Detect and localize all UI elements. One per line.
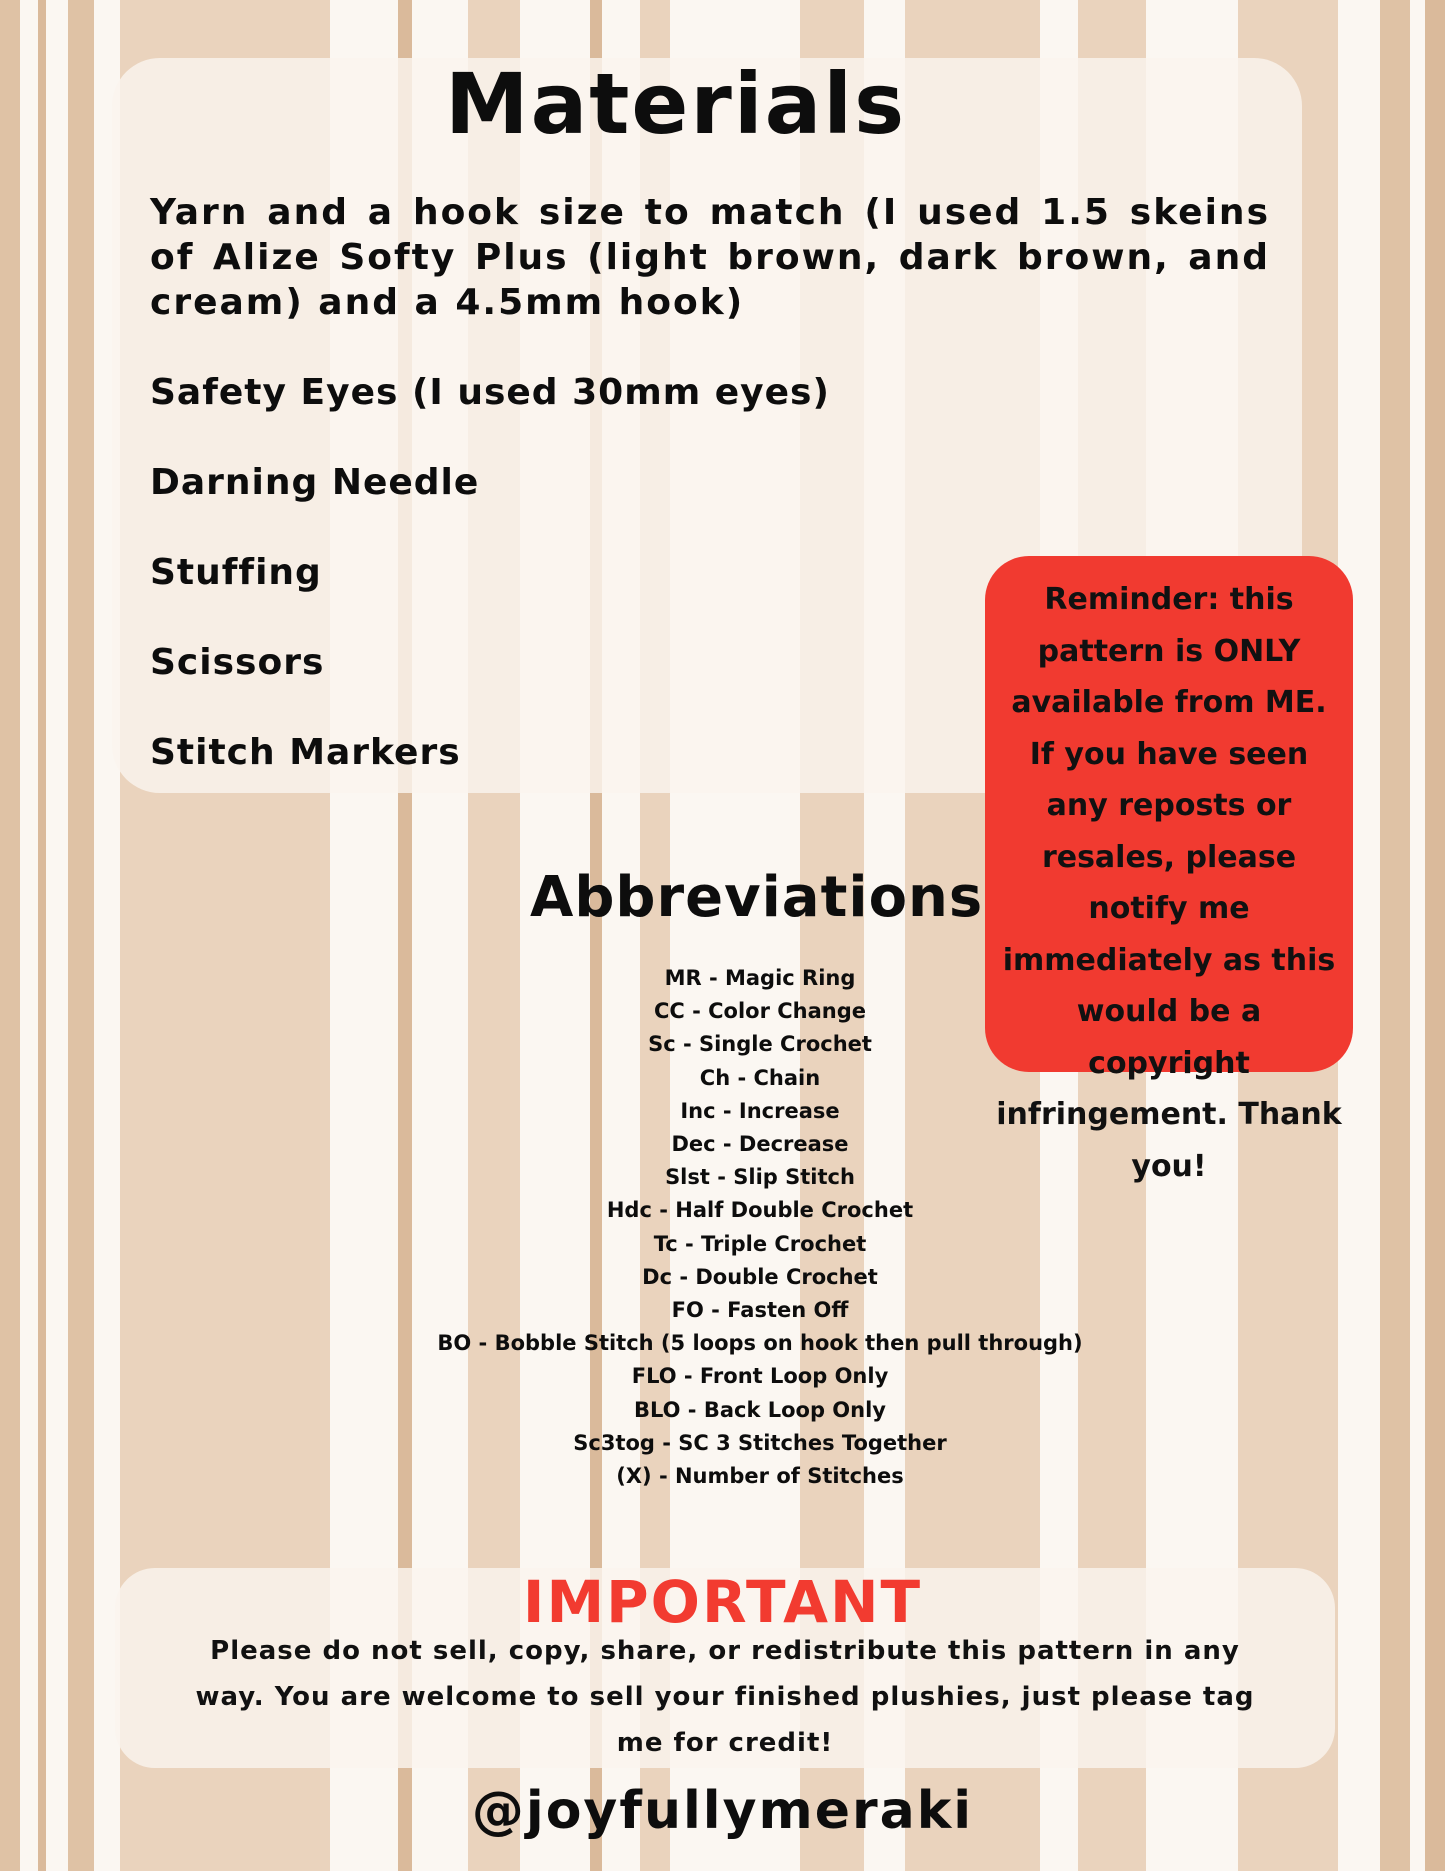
abbreviation-item: Slst - Slip Stitch — [665, 1165, 855, 1190]
abbreviation-item: FLO - Front Loop Only — [631, 1364, 889, 1389]
abbreviation-item: Inc - Increase — [680, 1098, 840, 1123]
materials-item-stuffing: Stuffing — [150, 552, 322, 593]
important-text: Please do not sell, copy, share, or redistribute this pattern in any way. You are welcome to sell your finished plushies, just please tag me for credit! — [195, 1636, 1255, 1758]
abbreviation-item: FO - Fasten Off — [671, 1298, 849, 1323]
materials-item-scissors: Scissors — [150, 642, 325, 683]
abbreviation-item: Hdc - Half Double Crochet — [606, 1198, 914, 1223]
abbreviation-item: BO - Bobble Stitch (5 loops on hook then pull through) — [437, 1331, 1083, 1356]
abbreviation-item: Tc - Triple Crochet — [653, 1231, 867, 1256]
materials-item-darning-needle: Darning Needle — [150, 462, 480, 503]
abbreviation-item: CC - Color Change — [653, 999, 867, 1024]
abbreviations-list — [400, 962, 1120, 1493]
abbreviation-item: (X) - Number of Stitches — [616, 1464, 904, 1489]
abbreviation-item: Dec - Decrease — [671, 1132, 849, 1157]
materials-item-safety-eyes: Safety Eyes (I used 30mm eyes) — [150, 372, 830, 413]
abbreviations-title: Abbreviations — [530, 865, 984, 930]
important-title: IMPORTANT — [522, 1568, 923, 1636]
abbreviation-item: BLO - Back Loop Only — [634, 1397, 886, 1422]
abbreviation-item: Dc - Double Crochet — [642, 1264, 878, 1289]
materials-title: Materials — [445, 55, 907, 153]
materials-item-stitch-markers: Stitch Markers — [150, 732, 461, 773]
abbreviation-item: MR - Magic Ring — [664, 966, 856, 990]
materials-item-yarn: Yarn and a hook size to match (I used 1.5 skeins of Alize Softy Plus (light brown, dark brown, and cream) and a 4.5mm hook) — [150, 192, 1270, 323]
abbreviation-item: Sc3tog - SC 3 Stitches Together — [573, 1430, 947, 1455]
reminder-text: Reminder: this pattern is ONLY available from ME. If you have seen any reposts or resales, please notify me immediately as this would be a copyright infringement. Thank you! — [996, 582, 1342, 1184]
abbreviation-item: Ch - Chain — [699, 1065, 821, 1090]
author-handle: @joyfullymeraki — [471, 1781, 974, 1841]
abbreviation-item: Sc - Single Crochet — [648, 1032, 872, 1057]
